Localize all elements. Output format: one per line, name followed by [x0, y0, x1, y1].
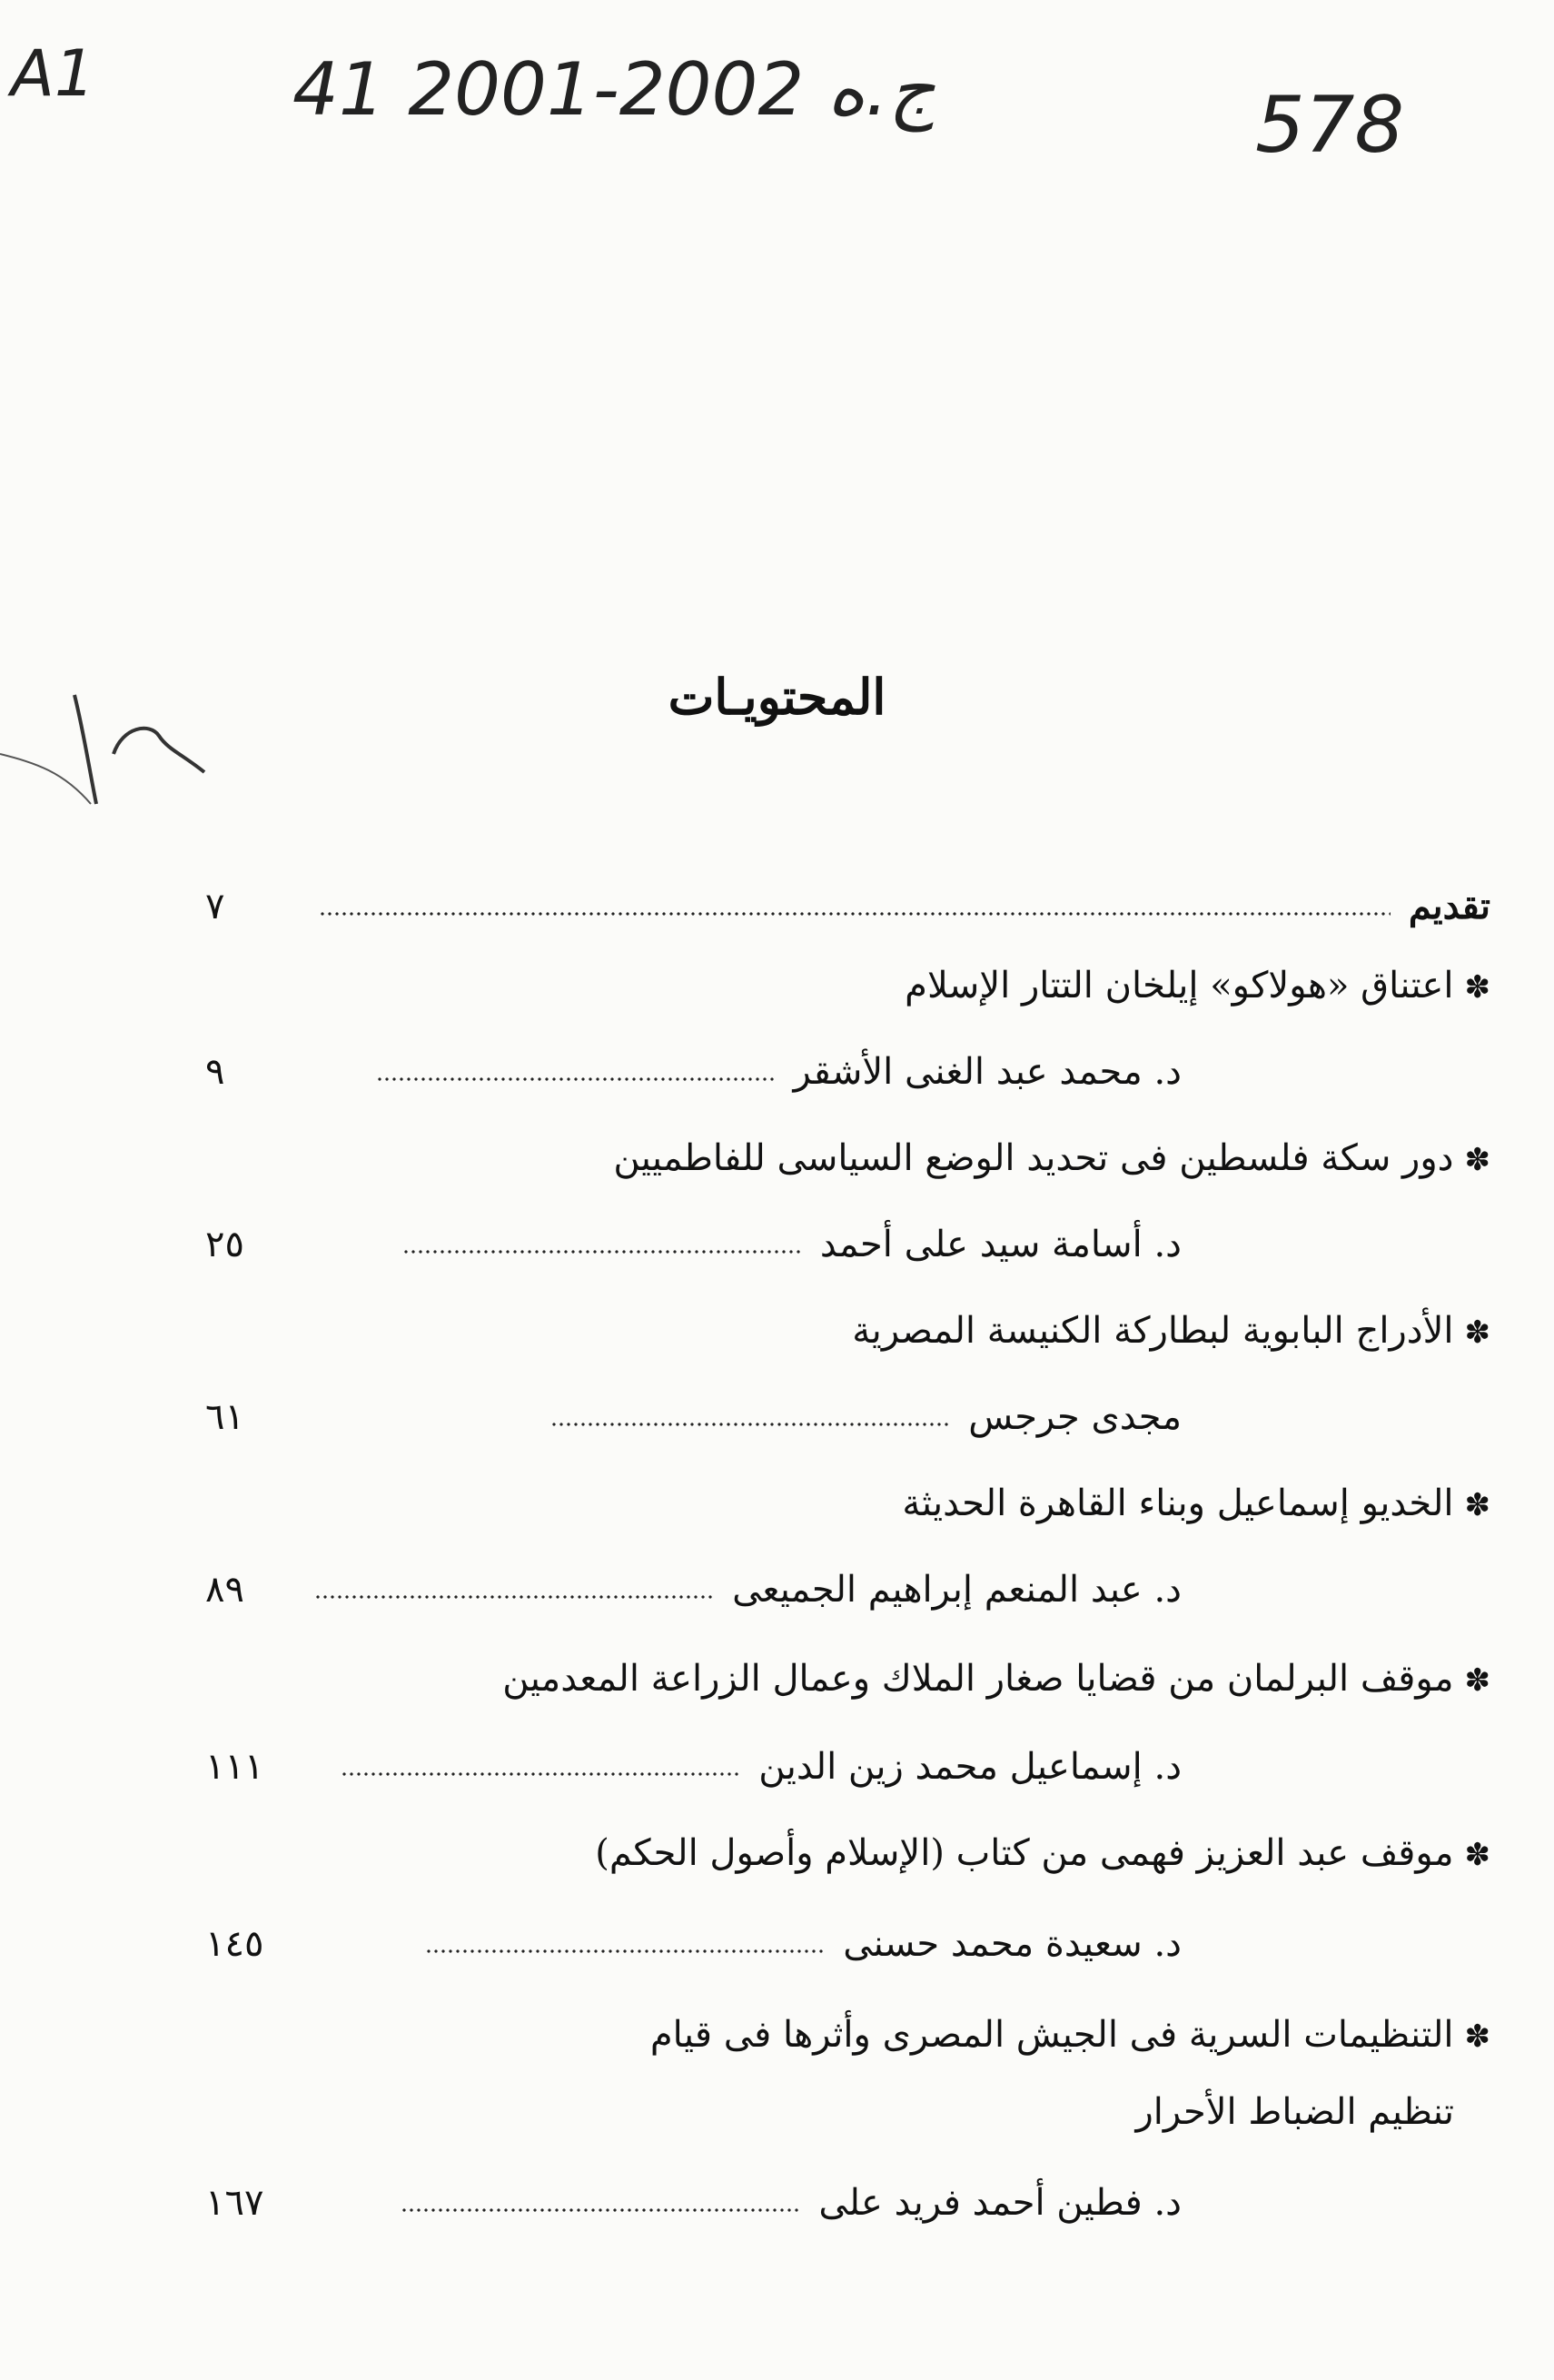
- toc-intro-label: تقديم: [1408, 885, 1490, 927]
- handwritten-number: 578: [1255, 80, 1405, 171]
- toc-entry-author: [384, 1217, 1182, 1272]
- toc-entry-author: [407, 1917, 1182, 1971]
- page-number: ١١١: [205, 1746, 264, 1788]
- bullet-icon: ✽: [1464, 1662, 1490, 1699]
- page-number: ١٦٧: [205, 2182, 264, 2224]
- toc-entry-author: [296, 1562, 1182, 1617]
- page-number: ٧: [205, 886, 225, 927]
- dot-leader: [401, 2208, 800, 2212]
- page-number: ٦١: [205, 1396, 244, 1438]
- entry-title-text: دور سكة فلسطين فى تحديد الوضع السياسى للفاطميين: [613, 1137, 1454, 1179]
- toc-entry-title: [595, 1826, 1490, 1880]
- entry-author: د. أسامة سيد على أحمد: [819, 1224, 1182, 1265]
- page-number: ٩: [205, 1051, 225, 1093]
- toc-entry-title: [902, 1476, 1490, 1531]
- dot-leader: [376, 1077, 776, 1081]
- dot-leader: [550, 1423, 950, 1426]
- toc-entry-author: [358, 1045, 1182, 1099]
- handwritten-date: 41 ج.ه 2002-2001: [292, 47, 935, 132]
- bullet-icon: ✽: [1464, 2018, 1490, 2055]
- page-number: ٢٥: [205, 1224, 244, 1265]
- page-title: المحتويـات: [668, 668, 886, 726]
- entry-author: د. إسماعيل محمد زين الدين: [758, 1746, 1182, 1788]
- page-number: ١٤٥: [205, 1923, 264, 1965]
- entry-title-text: الخديو إسماعيل وبناء القاهرة الحديثة: [902, 1483, 1454, 1524]
- dot-leader: [314, 1595, 714, 1599]
- dot-leader: [425, 1949, 825, 1953]
- entry-author: د. سعيدة محمد حسنى: [843, 1923, 1182, 1965]
- toc-entry-author: [322, 1740, 1182, 1794]
- entry-title-text: موقف عبد العزيز فهمى من كتاب (الإسلام وأصول الحكم): [595, 1832, 1454, 1874]
- handwritten-reference: A1: [11, 36, 95, 111]
- entry-title-text: التنظيمات السرية فى الجيش المصرى وأثرها فى قيام: [649, 2014, 1454, 2056]
- toc-entry-title: [852, 1304, 1490, 1358]
- entry-title-text: اعتناق «هولاكو» إيلخان التتار الإسلام: [905, 965, 1454, 1007]
- toc-entry-title-continuation: تنظيم الضباط الأحرار: [1135, 2091, 1454, 2133]
- dot-leader: [402, 1250, 802, 1254]
- page-number: ٨٩: [205, 1569, 244, 1611]
- entry-author: مجدى جرجس: [968, 1396, 1182, 1438]
- bullet-icon: ✽: [1464, 1142, 1490, 1178]
- toc-intro-row: [301, 879, 1490, 934]
- entry-author: د. محمد عبد الغنى الأشقر: [793, 1051, 1182, 1093]
- dot-leader: [319, 912, 1391, 916]
- entry-author: د. فطين أحمد فريد على: [818, 2182, 1182, 2224]
- entry-title-text: موقف البرلمان من قضايا صغار الملاك وعمال الزراعة المعدمين: [502, 1658, 1454, 1700]
- bullet-icon: ✽: [1464, 1487, 1490, 1523]
- entry-author: د. عبد المنعم إبراهيم الجميعى: [732, 1569, 1182, 1611]
- toc-entry-author: [382, 2176, 1182, 2230]
- toc-entry-title: [613, 1131, 1490, 1185]
- bullet-icon: ✽: [1464, 1314, 1490, 1351]
- toc-entry-title: [650, 2008, 1490, 2062]
- bullet-icon: ✽: [1464, 1837, 1490, 1873]
- toc-entry-author: [532, 1390, 1182, 1444]
- entry-title-text: الأدراج البابوية لبطاركة الكنيسة المصرية: [852, 1310, 1454, 1352]
- dot-leader: [341, 1772, 740, 1776]
- toc-entry-title: [502, 1651, 1490, 1706]
- toc-entry-title: [905, 958, 1490, 1013]
- bullet-icon: ✽: [1464, 969, 1490, 1006]
